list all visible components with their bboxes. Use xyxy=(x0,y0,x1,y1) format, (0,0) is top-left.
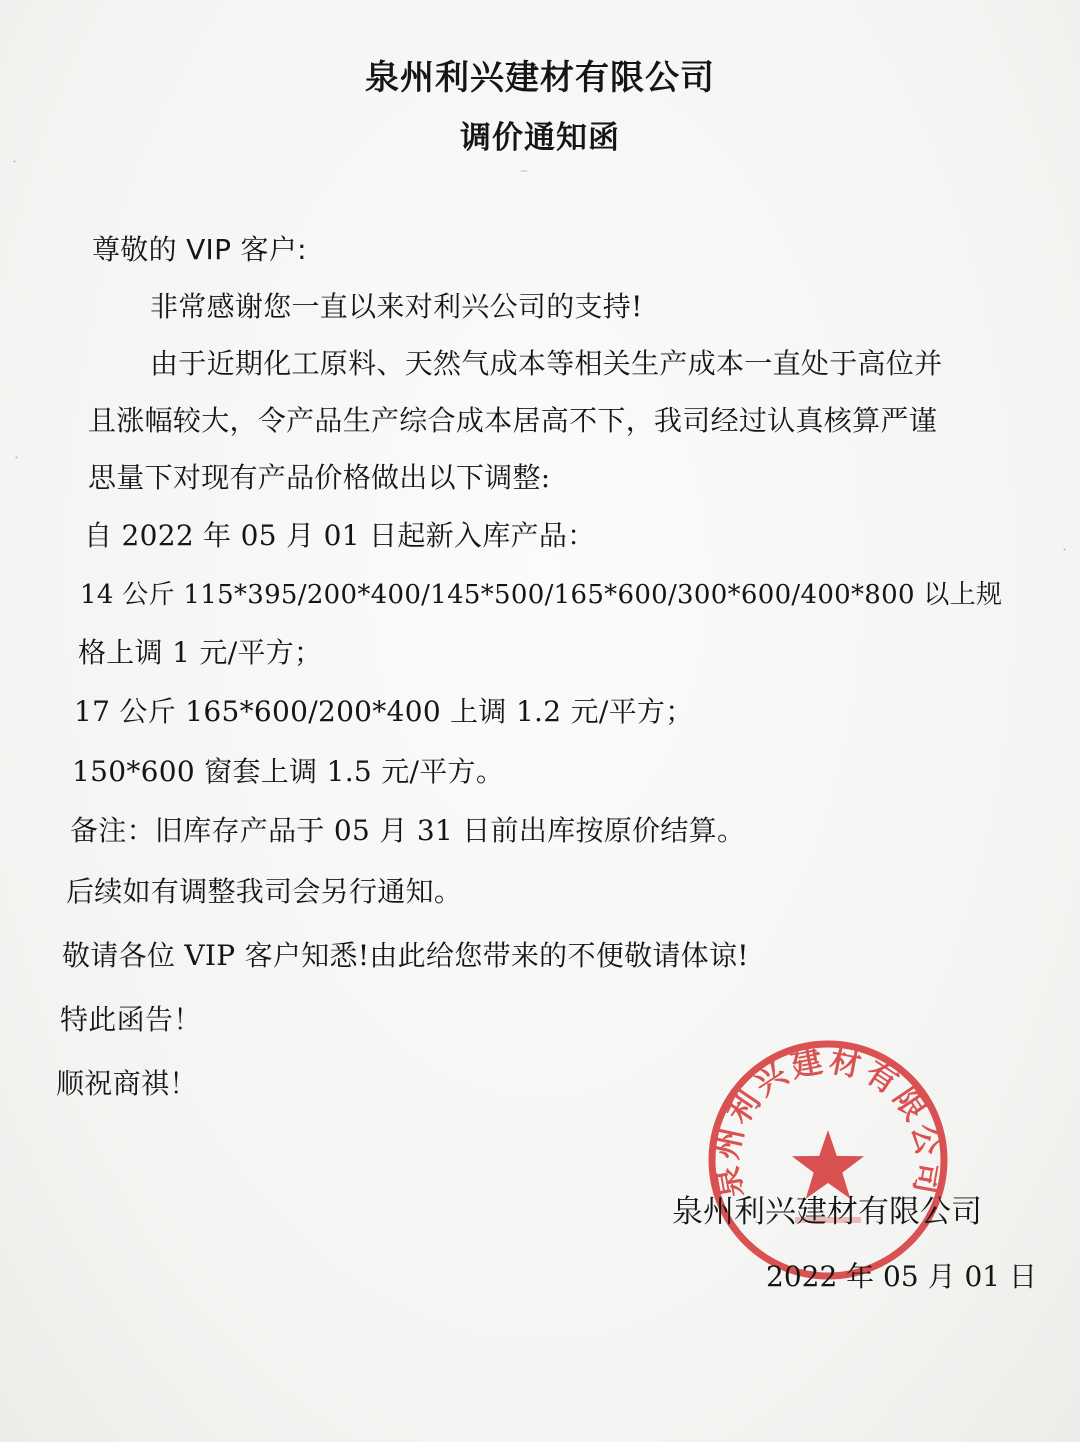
item3-line: 150*600 窗套上调 1.5 元/平方。 xyxy=(72,755,505,788)
remark-line: 备注：旧库存产品于 05 月 31 日前出库按原价结算。 xyxy=(70,814,746,847)
salutation: 尊敬的 VIP 客户: xyxy=(92,233,307,266)
signature-date: 2022 年 05 月 01 日 xyxy=(766,1260,1038,1293)
scan-speck: · xyxy=(14,448,20,467)
scan-speck: · xyxy=(1062,540,1068,559)
item1-line-1: 14 公斤 115*395/200*400/145*500/165*600/300*600/400*800 以上规 xyxy=(80,580,1003,610)
company-seal xyxy=(703,1035,953,1285)
apology-line: 敬请各位 VIP 客户知悉!由此给您带来的不便敬请体谅! xyxy=(62,939,749,972)
reason-line-2: 且涨幅较大，令产品生产综合成本居高不下，我司经过认真核算严谨 xyxy=(88,404,938,437)
closing-line-2: 顺祝商祺！ xyxy=(56,1067,198,1100)
item1-line-2: 格上调 1 元/平方； xyxy=(78,636,323,669)
company-title: 泉州利兴建材有限公司 xyxy=(365,58,715,98)
thanks-paragraph: 非常感谢您一直以来对利兴公司的支持! xyxy=(150,290,643,323)
reason-line-1: 由于近期化工原料、天然气成本等相关生产成本一直处于高位并 xyxy=(150,347,943,380)
notice-title: 调价通知函 xyxy=(460,120,620,156)
signature-company: 泉州利兴建材有限公司 xyxy=(672,1194,982,1230)
scan-speck: – xyxy=(520,160,528,179)
svg-text:泉州利兴建材有限公司: 泉州利兴建材有限公司 xyxy=(708,1043,948,1201)
closing-line-1: 特此函告！ xyxy=(60,1003,202,1036)
scan-speck: · xyxy=(12,152,18,171)
item2-line: 17 公斤 165*600/200*400 上调 1.2 元/平方； xyxy=(74,695,694,728)
effective-date-line: 自 2022 年 05 月 01 日起新入库产品： xyxy=(84,519,596,552)
followup-line: 后续如有调整我司会另行通知。 xyxy=(66,875,463,908)
reason-line-3: 思量下对现有产品价格做出以下调整: xyxy=(88,461,551,494)
